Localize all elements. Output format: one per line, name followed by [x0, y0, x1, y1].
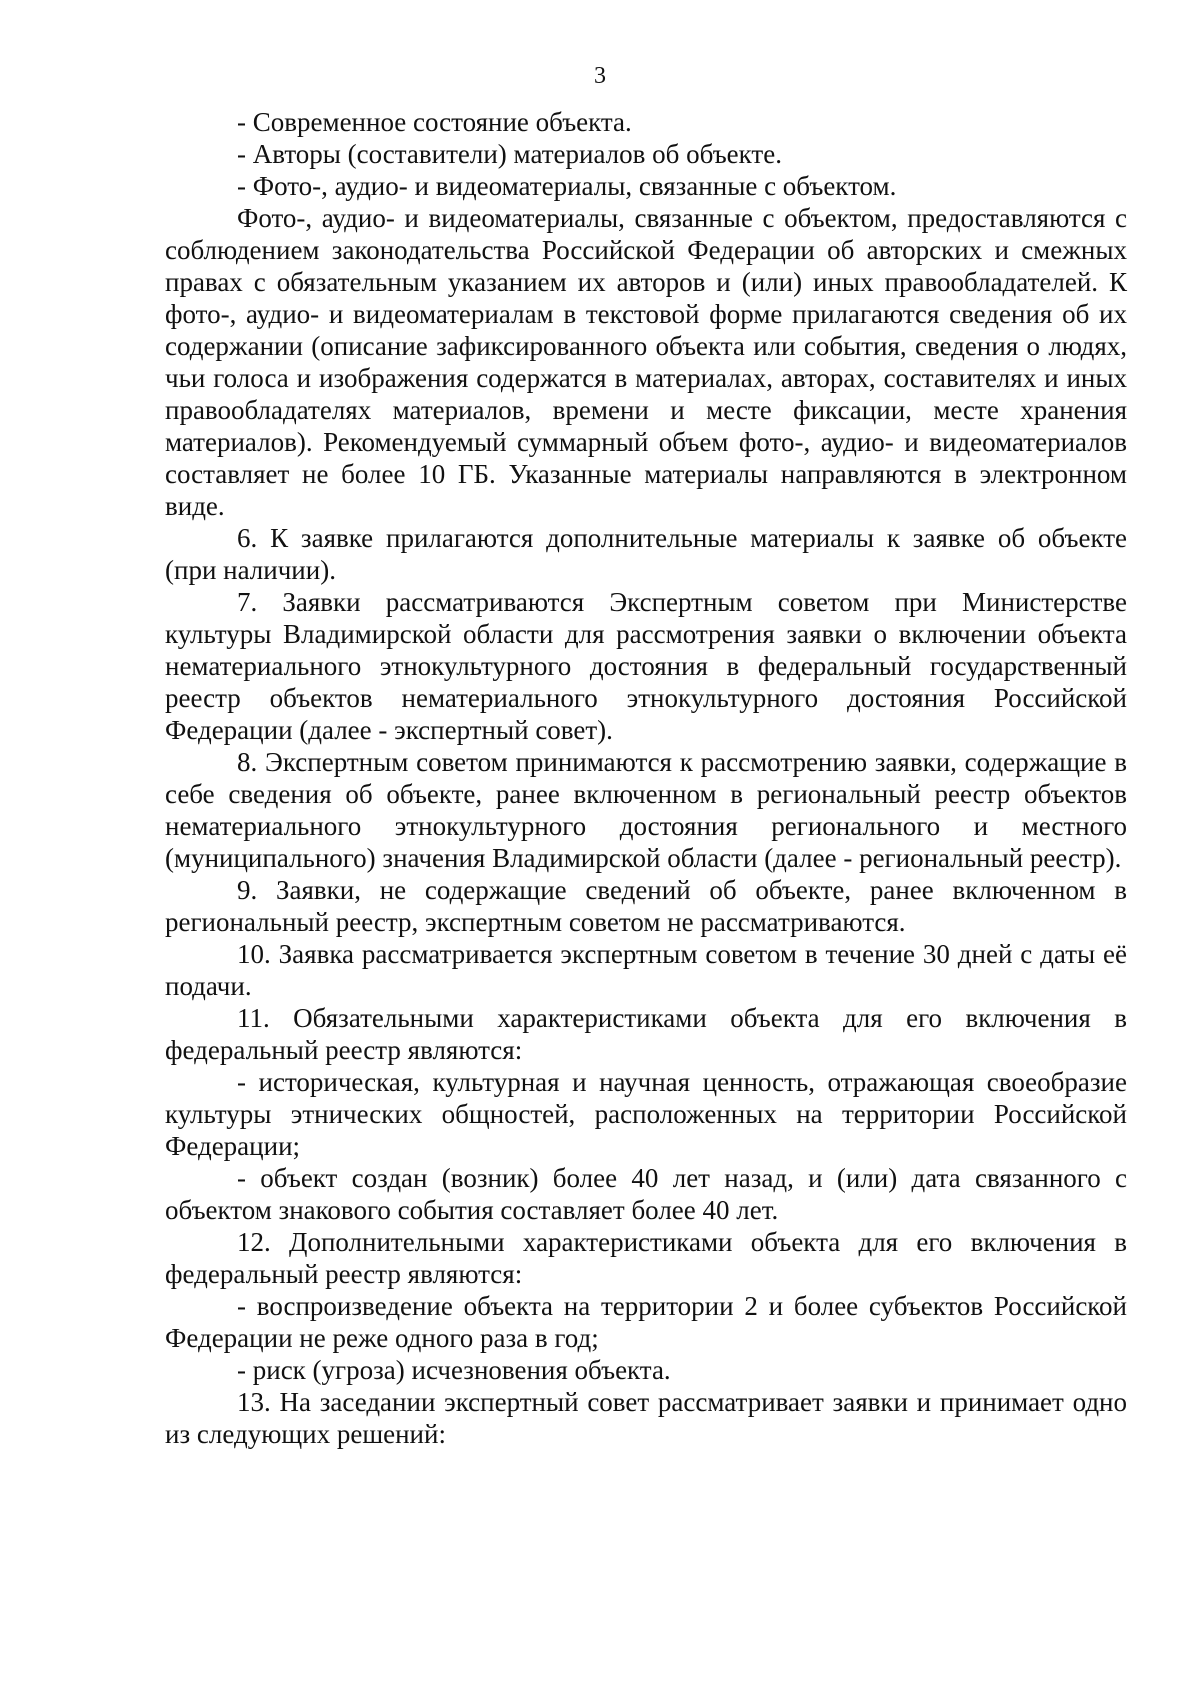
paragraph-item-8: 8. Экспертным советом принимаются к рассмотрению заявки, содержащие в себе сведения об объекте, ранее включенном в региональный реестр объектов нематериального этнокультурного достояния регионального и местного (муниципального) значения Владимирской области (далее - региональный реестр). — [165, 747, 1127, 873]
paragraph-item-10: 10. Заявка рассматривается экспертным советом в течение 30 дней с даты её подачи. — [165, 939, 1127, 1001]
paragraph-item-6: 6. К заявке прилагаются дополнительные материалы к заявке об объекте (при наличии). — [165, 523, 1127, 585]
document-body — [165, 106, 1127, 1450]
page-number: 3 — [594, 63, 606, 89]
paragraph-item-13: 13. На заседании экспертный совет рассматривает заявки и принимает одно из следующих решений: — [165, 1387, 1127, 1449]
paragraph-item-9: 9. Заявки, не содержащие сведений об объекте, ранее включенном в региональный реестр, экспертным советом не рассматриваются. — [165, 875, 1127, 937]
paragraph-media-requirements: Фото-, аудио- и видеоматериалы, связанные с объектом, предоставляются с соблюдением законодательства Российской Федерации об авторских и смежных правах с обязательным указанием их авторов и (или) иных правообладателей. К фото-, аудио- и видеоматериалам в текстовой форме прилагаются сведения об их содержании (описание зафиксированного объекта или события, сведения о людях, чьи голоса и изображения содержатся в материалах, авторах, составителях и иных правообладателях материалов, времени и месте фиксации, месте хранения материалов). Рекомендуемый суммарный объем фото-, аудио- и видеоматериалов составляет не более 10 ГБ. Указанные материалы направляются в электронном виде. — [165, 203, 1127, 521]
paragraph-item-11-criterion-1: - историческая, культурная и научная ценность, отражающая своеобразие культуры этнических общностей, расположенных на территории Российской Федерации; — [165, 1067, 1127, 1161]
list-item-media: - Фото-, аудио- и видеоматериалы, связанные с объектом. — [237, 171, 897, 201]
paragraph-item-11: 11. Обязательными характеристиками объекта для его включения в федеральный реестр являются: — [165, 1003, 1127, 1065]
paragraph-item-12-criterion-2: - риск (угроза) исчезновения объекта. — [237, 1355, 671, 1385]
paragraph-item-12: 12. Дополнительными характеристиками объекта для его включения в федеральный реестр являются: — [165, 1227, 1127, 1289]
paragraph-item-11-criterion-2: - объект создан (возник) более 40 лет назад, и (или) дата связанного с объектом знакового события составляет более 40 лет. — [165, 1163, 1127, 1225]
list-item-authors: - Авторы (составители) материалов об объекте. — [237, 139, 782, 169]
paragraph-item-12-criterion-1: - воспроизведение объекта на территории 2 и более субъектов Российской Федерации не реже одного раза в год; — [165, 1291, 1127, 1353]
paragraph-item-7: 7. Заявки рассматриваются Экспертным советом при Министерстве культуры Владимирской области для рассмотрения заявки о включении объекта нематериального этнокультурного достояния в федеральный государственный реестр объектов нематериального этнокультурного достояния Российской Федерации (далее - экспертный совет). — [165, 587, 1127, 745]
list-item-current-state: - Современное состояние объекта. — [237, 107, 632, 137]
